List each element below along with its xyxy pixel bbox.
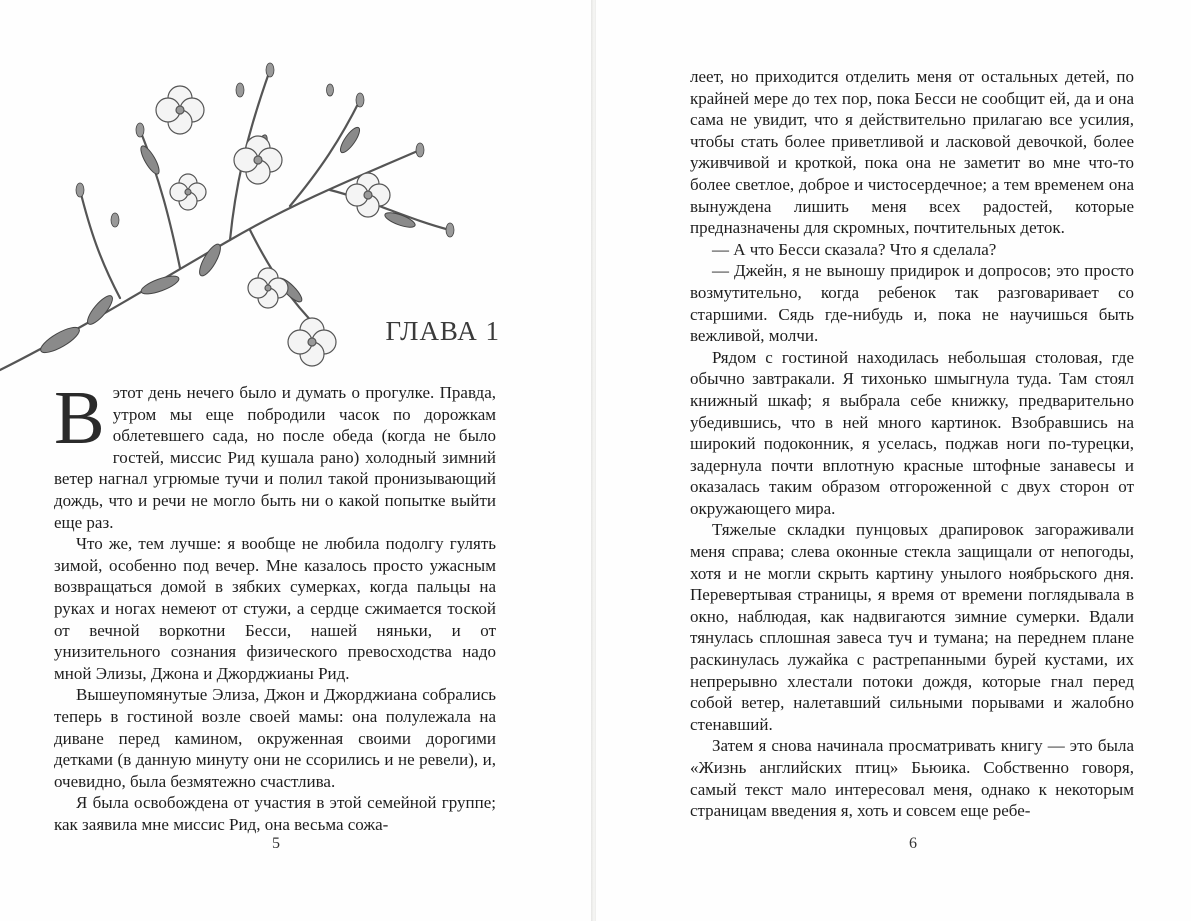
paragraph: Я была освобождена от участия в этой семейной группе; как заявила мне миссис Рид, она весьма сожа- bbox=[54, 793, 496, 834]
page-number: 6 bbox=[909, 835, 917, 852]
paragraph: — Джейн, я не выношу придирок и допросов; это просто возмутительно, когда ребенок так разговаривает со старшими. Сядь где-нибудь и, пока не научишься быть вежливой, молчи. bbox=[690, 261, 1134, 346]
chapter-title: ГЛАВА 1 bbox=[385, 316, 500, 346]
left-page bbox=[0, 0, 593, 921]
paragraph: Затем я снова начинала просматривать книгу — это была «Жизнь английских птиц» Бьюика. Собственно говоря, самый текст мало интересовал меня, однако к некоторым страницам введения я, хоть и совсем еще ребе- bbox=[690, 736, 1134, 821]
paragraph: — А что Бесси сказала? Что я сделала? bbox=[712, 239, 997, 259]
drop-cap: В bbox=[54, 376, 105, 460]
paragraph: Тяжелые складки пунцовых драпировок загораживали меня справа; слева оконные стекла защищали от непогоды, хотя и не могли скрыть картину унылого ноябрьского дня. Перевертывая страницы, я время от времени поглядывала в окно, наблюдая, как надвигаются зимние сумерки. Вдали тянулась сплошная завеса туч и тумана; на переднем плане раскинулась лужайка с растрепанными бурей кустами, их непрерывно хлестали потоки дождя, которые гнал перед собой ветер, налетавший сильными порывами и жалобно стенавший. bbox=[690, 520, 1134, 734]
paragraph: Что же, тем лучше: я вообще не любила подолгу гулять зимой, особенно под вечер. Мне казалось просто ужасным возвращаться домой в зябких сумерках, когда пальцы на руках и ногах немеют от стужи, а сердце сжимается тоской от вечной воркотни Бесси, нашей няньки, и от унизительного сознания физического превосходства надо мной Элизы, Джона и Джорджианы Рид. bbox=[54, 534, 496, 683]
paragraph: Вышеупомянутые Элиза, Джон и Джорджиана собрались теперь в гостиной возле своей мамы: она полулежала на диване перед камином, окруженная своими дорогими детками (в данную минуту они не ссорились и не ревели), и, очевидно, была безмятежно счастлива. bbox=[54, 685, 496, 791]
paragraph-text: этот день нечего было и думать о прогулке. Правда, утром мы еще побродили часок по дорожкам облетевшего сада, но после обеда (когда не было гостей, миссис Рид кушала рано) холодный зимний ветер нагнал угрюмые тучи и полил такой пронизывающий дождь, что и речи не могло быть ни о какой попытке выйти еще раз. bbox=[54, 383, 496, 532]
left-page-text bbox=[54, 376, 496, 835]
paragraph: леет, но приходится отделить меня от остальных детей, по крайней мере до тех пор, пока Бесси не сообщит ей, да и она сама не увидит, что я действительно прилагаю все усилия, чтобы стать более приветливой и ласковой девочкой, более уживчивой и кроткой, пока она не заметит во мне что-то более светлое, доброе и чистосердечное; а тем временем она вынуждена лишить меня всех радостей, которые предназначены для скромных, почтительных деток. bbox=[690, 67, 1134, 238]
paragraph: Рядом с гостиной находилась небольшая столовая, где обычно завтракали. Я тихонько шмыгнула туда. Там стоял книжный шкаф; я выбрала себе книжку, предварительно убедившись, что в ней много картинок. Взобравшись на широкий подоконник, я уселась, поджав ноги по-турецки, задернула почти вплотную красные штофные занавесы и оказалась таким образом отгороженной с двух сторон от окружающего мира. bbox=[690, 347, 1134, 518]
right-page-text bbox=[690, 66, 1134, 822]
page-number: 5 bbox=[272, 835, 280, 852]
paragraph bbox=[54, 376, 496, 533]
